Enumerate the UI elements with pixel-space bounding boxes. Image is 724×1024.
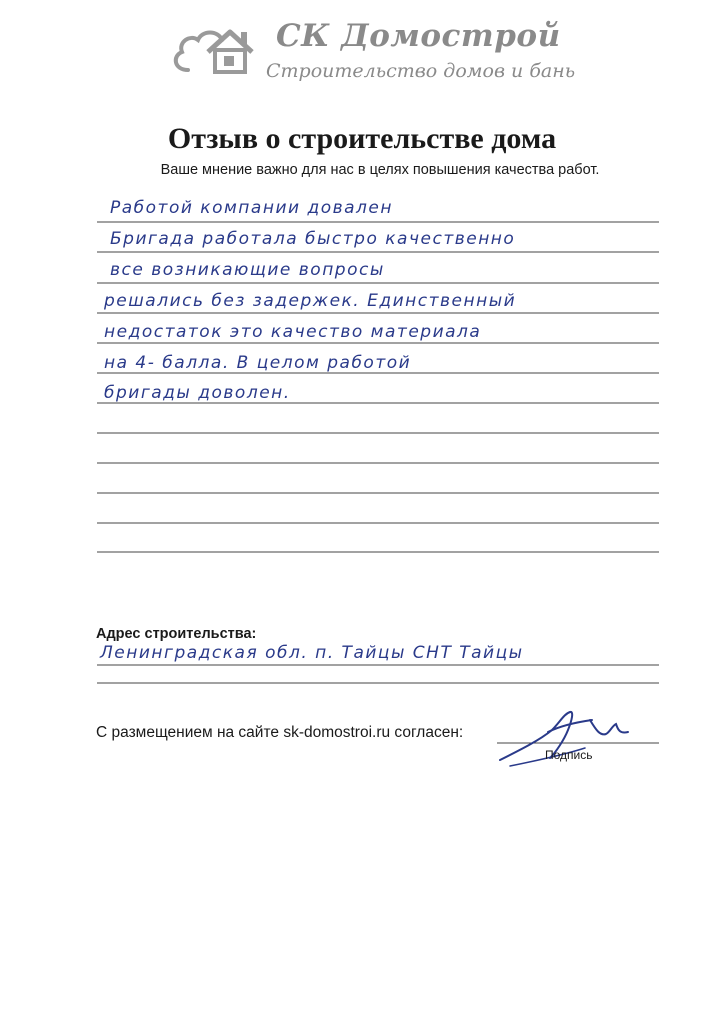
address-value: Ленинградская обл. п. Тайцы СНТ Тайцы bbox=[100, 643, 524, 663]
logo-subtitle: Строительство домов и бань bbox=[266, 60, 576, 82]
review-line: бригады доволен. bbox=[104, 383, 291, 403]
review-line: все возникающие вопросы bbox=[110, 260, 385, 280]
review-line: решались без задержек. Единственный bbox=[104, 291, 517, 311]
handwritten-signature bbox=[490, 700, 640, 775]
logo-title: СК Домострой bbox=[276, 18, 561, 54]
address-label: Адрес строительства: bbox=[96, 626, 257, 642]
page-title: Отзыв о строительстве дома bbox=[167, 122, 557, 155]
page-subtitle: Ваше мнение важно для нас в целях повышения качества работ. bbox=[160, 162, 600, 178]
review-line: на 4- балла. В целом работой bbox=[104, 353, 412, 373]
consent-text: С размещением на сайте sk-domostroi.ru согласен: bbox=[96, 724, 464, 741]
review-line: Работой компании довален bbox=[110, 198, 393, 218]
review-line: Бригада работала быстро качественно bbox=[110, 229, 516, 249]
review-line: недостаток это качество материала bbox=[104, 322, 482, 342]
signature-caption: Подпись bbox=[545, 748, 593, 762]
